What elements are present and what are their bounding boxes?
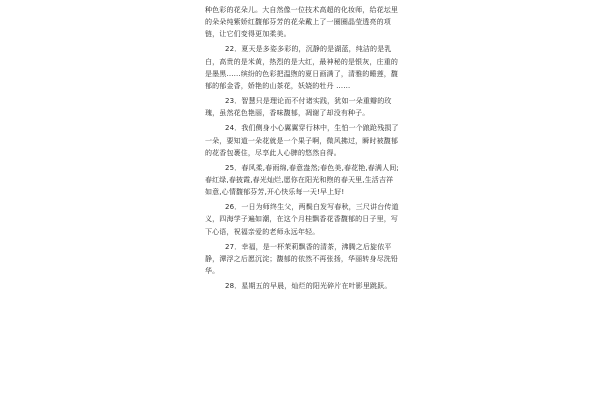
- paragraph-text: 27．幸福，是一杯茉莉飘香的清茶，沸腾之后旋依平静，潭浮之后愿沉淀；馥郁的依然不再张扬，华丽转身尽洗铅华。: [205, 242, 399, 275]
- paragraph-28: [205, 280, 400, 292]
- paragraph-24: [205, 122, 400, 158]
- paragraph-26: [205, 201, 400, 237]
- paragraph-text: 25．春风柔,春雨绵,春意盎然;春色美,春花艳,春满人间;春红绿,春披霞,春光灿烂,愿你在阳光和煦的春天里,生活吉祥如意,心情馥郁芬芳,开心快乐每一天!早上好!: [205, 163, 399, 197]
- paragraph-text: 28．星期五的早晨，灿烂的阳光碎片在叶影里跳跃。: [225, 282, 392, 291]
- paragraph-22: [205, 43, 400, 91]
- paragraph-text: 26．一日为师终生父，两鬓白发写春秋，三尺讲台传道义，四海学子遍如潮，在这个月桂飘香花香馥郁的日子里，写下心语，祝福亲爱的老师永远年轻。: [205, 203, 399, 236]
- paragraph-text: 22．夏天是多姿多彩的，沉静的是湖蓝，纯洁的是乳白，高贵的是米黄，热烈的是大红，最神秘的是银灰，庄重的是墨黑……缤纷的色彩把温煦的夏日画满了，清雅的睡莲，馥郁的郁金香，娇艳的山茶花，妖娆的牡丹 ……: [205, 45, 399, 90]
- paragraph-27: [205, 241, 400, 277]
- text-column: [205, 4, 400, 296]
- paragraph-text: 种色彩的花朵儿。大自然像一位技术高超的化妆师，给花坛里的朵朵纯紫娇红馥郁芬芳的花朵戴上了一圈圈晶莹透亮的项链，让它们变得更加柔美。: [205, 6, 399, 39]
- paragraph-23: [205, 95, 400, 119]
- paragraph-text: 23．智慧只是理论而不付诸实践，犹如一朵重瓣的玫瑰，虽然花色艳丽，香味馥郁，凋谢了却没有种子。: [205, 97, 392, 118]
- paragraph-text: 24．我们侧身小心翼翼穿行林中，生怕一个踉跄残损了一朵，要知道一朵花就是一个果子啊，微风拂过，瞬时被馥郁的花香包裹住，尽享此人心脾的悠然自得。: [205, 124, 399, 157]
- paragraph-continued: [205, 4, 400, 40]
- paragraph-25: [205, 162, 400, 198]
